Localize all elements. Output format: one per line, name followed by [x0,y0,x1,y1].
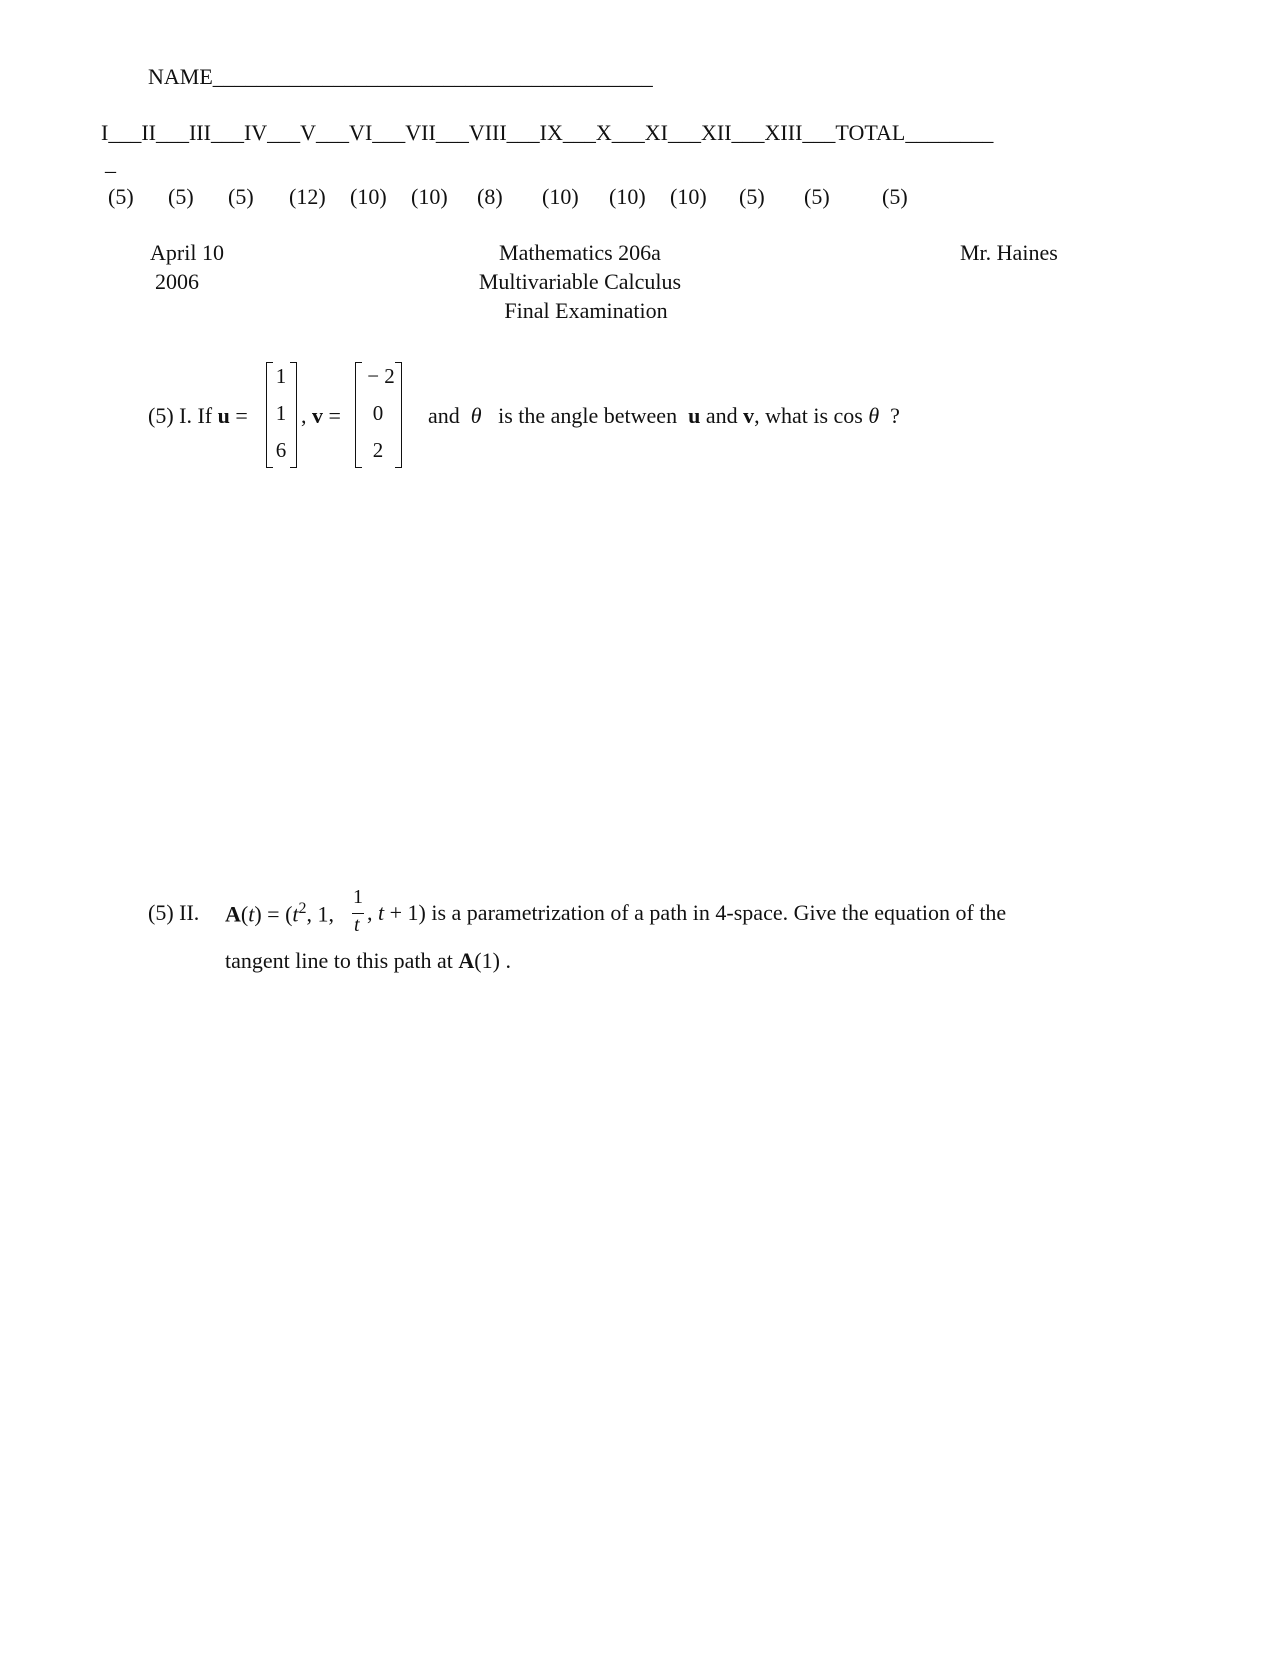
u-reference: u [688,403,701,428]
t-squared-base: t [292,901,299,927]
comma-one: , 1, [306,901,335,927]
points-vi: (10) [411,184,448,209]
points-ix: (10) [609,184,646,209]
points-xiii: (5) [882,184,908,209]
tangent-line-text: tangent line to this path at [225,948,453,973]
points-viii: (10) [542,184,579,209]
score-grid-dash: _ [105,150,116,175]
comma: , [301,403,307,428]
plus-one-close: + 1) [384,900,426,925]
word-and: and [428,403,460,428]
exam-title: Final Examination [504,298,668,323]
vector-v-symbol: v [312,403,323,428]
what-is-cos-text: , what is cos [754,403,863,428]
theta-symbol-2: θ [868,403,880,428]
exam-date-month-day: April 10 [150,240,224,265]
problem-1-question-text [428,403,900,429]
variable-t: t [248,901,255,927]
vector-u-symbol: u [217,403,230,428]
vector-u-entry-3: 6 [275,438,287,462]
problem-2-equation-rest [367,900,1006,926]
t-plus-term: t [378,900,385,925]
angle-text: is the angle between [498,403,678,428]
instructor-name: Mr. Haines [960,240,1058,265]
question-mark: ? [890,403,900,428]
score-grid-roman-line: I___II___III___IV___V___VI___VII___VIII___IX___X___XI___XII___XIII___TOTAL________ [101,120,994,145]
function-a-symbol: A [225,901,241,927]
fraction-denominator: t [354,914,360,936]
points-vii: (8) [477,184,503,209]
name-field-label: NAME________________________________________ [148,64,653,89]
problem-2-line-2 [225,948,511,974]
v-reference: v [743,403,755,428]
vector-v-entry-2: 0 [372,401,384,425]
comma-after-fraction: , [367,900,373,925]
vector-u-entry-2: 1 [275,401,287,425]
fraction-numerator: 1 [353,886,363,908]
points-v: (10) [350,184,387,209]
points-iv: (12) [289,184,326,209]
vector-v-entry-3: 2 [372,438,384,462]
equals-sign-v: = [323,403,341,428]
argument-one: (1) . [474,948,511,973]
theta-symbol: θ [470,403,482,428]
course-title: Mathematics 206a [499,240,661,265]
exam-date-year: 2006 [155,269,199,294]
problem-2-description: is a parametrization of a path in 4-space. Give the equation of the [431,900,1007,925]
points-iii: (5) [228,184,254,209]
problem-1-prefix [148,403,248,429]
word-and-2: and [705,403,738,428]
points-i: (5) [108,184,134,209]
equals-open-paren: ) = ( [254,901,293,927]
points-xi: (5) [739,184,765,209]
problem-2-equation: $A(t) = (t^2$, 1, [225,900,335,927]
exponent-2: 2 [298,900,307,917]
points-ii: (5) [168,184,194,209]
equals-sign: = [229,403,248,428]
vector-v-entry-1: − 2 [367,364,395,388]
function-a-ref: A [458,948,475,973]
course-subject: Multivariable Calculus [478,269,682,294]
vector-u-entry-1: 1 [275,364,287,388]
problem-1-label: (5) I. If [148,403,218,428]
points-xii: (5) [804,184,830,209]
points-x: (10) [670,184,707,209]
vector-separator [301,403,341,429]
problem-2-label: (5) II. [148,900,200,925]
